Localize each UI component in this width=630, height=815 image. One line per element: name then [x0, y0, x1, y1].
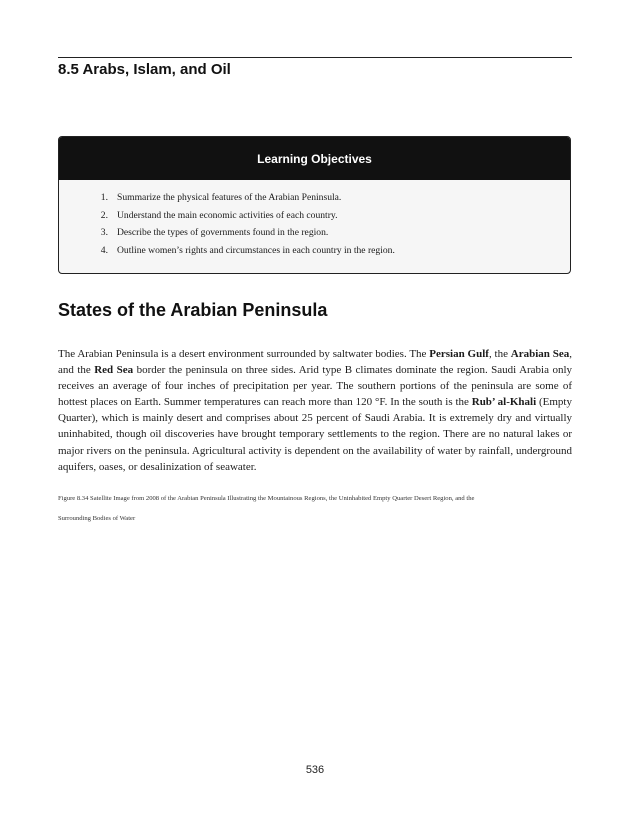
paragraph-text: The Arabian Peninsula is a desert environment surrounded by saltwater bodies. The: [58, 348, 430, 360]
term-arabian-sea: Arabian Sea: [510, 348, 570, 360]
list-item-number: 2.: [100, 209, 108, 221]
learning-objectives-box: [58, 136, 571, 274]
term-red-sea: Red Sea: [94, 364, 134, 377]
section-title: 8.5 Arabs, Islam, and Oil: [58, 61, 231, 78]
list-item-text: Summarize the physical features of the Arabian Peninsula.: [117, 192, 342, 203]
paragraph-text: (Empty Quarter), which is mainly desert and comprises about 25 percent of Saudi Arabia. It is extremely dry and virtually uninhabited, though oil discoveries have brought temporary settlements to the region. There are no natural lakes or major rivers on the peninsula. Agricultural activity is dependent on the availability of water by rainfall, underground aquifers, oases, or desalinization of seawater.: [58, 396, 572, 473]
list-item-number: 1.: [100, 192, 108, 203]
list-item: [59, 192, 570, 210]
list-item-number: 4.: [100, 244, 108, 256]
list-item-text: Describe the types of governments found in the region.: [117, 227, 329, 238]
body-paragraph: [58, 346, 572, 475]
list-item: [59, 210, 570, 228]
list-item: [59, 227, 570, 245]
list-item-number: 3.: [100, 227, 108, 238]
paragraph-text: , the: [488, 348, 511, 360]
top-rule: [58, 57, 572, 58]
list-item: [59, 245, 570, 263]
figure-caption: Figure 8.34 Satellite Image from 2008 of the Arabian Peninsula Illustrating the Mountainous Regions, the Uninhabited Empty Quarter Desert Region, and the Surrounding Bodies of Water: [58, 495, 475, 522]
list-item-text: Understand the main economic activities of each country.: [117, 209, 338, 221]
page-number: 536: [305, 764, 325, 776]
learning-objectives-list: [59, 192, 570, 262]
paragraph-text: border the peninsula on three sides. Arid type B climates dominate the region. Saudi Arabia only receives an average of four inches of precipitation per year. The southern portions of the peninsula are some of hottest places on Earth. Summer temperatures can reach more than 120 °F. In the south is the: [58, 364, 573, 409]
term-persian-gulf: Persian Gulf: [429, 348, 489, 360]
term-rub-al-khali: Rub’ al-Khali: [471, 396, 537, 409]
list-item-text: Outline women’s rights and circumstances in each country in the region.: [117, 244, 395, 256]
learning-objectives-header: Learning Objectives: [59, 137, 570, 180]
paragraph-text: , and the: [58, 348, 572, 377]
subsection-title: States of the Arabian Peninsula: [58, 300, 328, 320]
